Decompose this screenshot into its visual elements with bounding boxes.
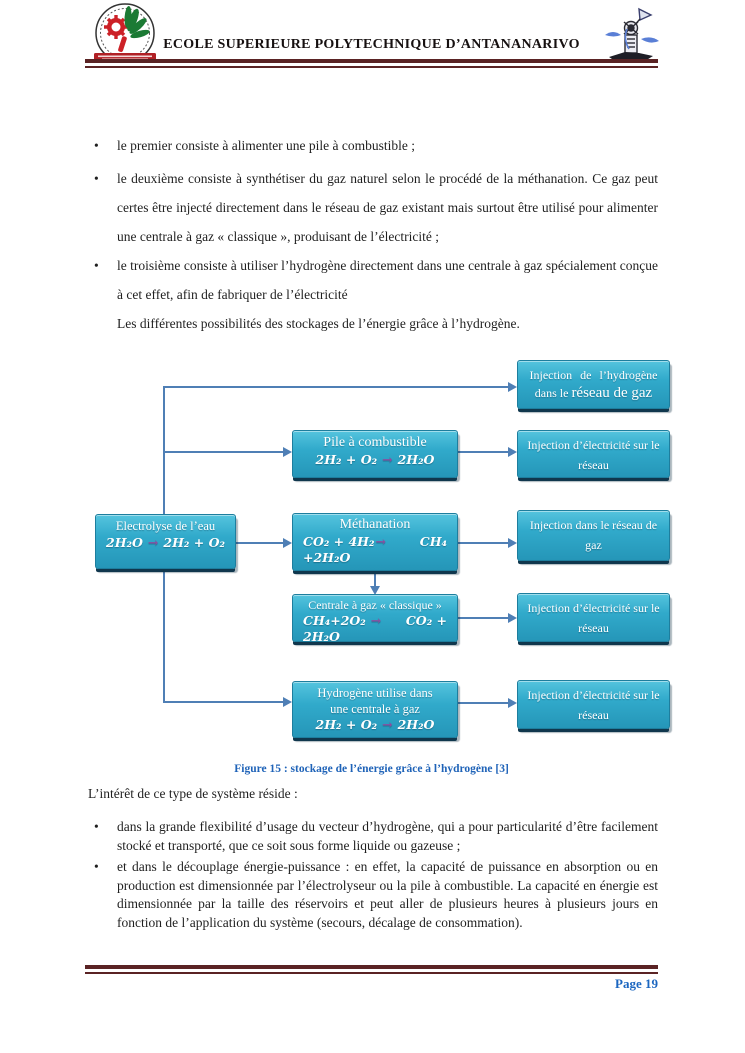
body-lead: L’intérêt de ce type de système réside : (88, 786, 298, 801)
reaction-arrow: → (375, 533, 386, 549)
box-text: Injection d’électricité sur le réseau (527, 438, 660, 472)
injection-electricity-box (517, 680, 670, 729)
intro-lead: Les différentes possibilités des stockages de l’énergie grâce à l’hydrogène. (117, 316, 520, 331)
connector-line (236, 542, 284, 544)
connector-line (163, 701, 284, 703)
arrowhead-icon (508, 698, 517, 708)
electrolysis-box (95, 514, 236, 569)
arrowhead-icon (283, 447, 292, 457)
bullet-text: le troisième consiste à utiliser l’hydrogène directement dans une centrale à gaz spécialement conçue à cet effet, afin de fabriquer de l’électricité (117, 258, 658, 302)
box-text: Injection d’électricité sur le réseau (527, 688, 660, 722)
arrowhead-icon (508, 382, 517, 392)
box-title: Hydrogène utilise dans une centrale à gaz (317, 686, 433, 716)
footer-rule-thin (85, 972, 658, 974)
connector-line (458, 702, 509, 704)
box-text: Injection d’électricité sur le réseau (527, 601, 660, 635)
box-equation: 2H₂ + O₂ → 2H₂O (315, 717, 435, 733)
arrowhead-icon (283, 697, 292, 707)
arrowhead-icon (508, 613, 517, 623)
box-equation: 2H₂O (303, 629, 340, 642)
box-equation: +2H₂O (303, 549, 351, 565)
hydrogen-plant-box (292, 681, 458, 738)
connector-line (163, 386, 509, 388)
connector-line (458, 451, 509, 453)
box-title: Pile à combustible (323, 435, 427, 450)
box-text: Injection de l’hydrogène (529, 368, 658, 382)
reaction-arrow: → (370, 613, 382, 628)
box-equation: 2H₂O → 2H₂ + O₂ (106, 534, 225, 550)
fuel-cell-box (292, 430, 458, 478)
arrowhead-icon (508, 538, 517, 548)
connector-line (458, 617, 509, 619)
reaction-arrow: → (382, 451, 393, 467)
bullet-text: le deuxième consiste à synthétiser du gaz naturel selon le procédé de la méthanation. Ce gaz peut certes être injecté directement dans le réseau de gaz existant mais surtout être utilisé pour alimenter une centrale à gaz « classique », produisant de l’électricité ; (117, 171, 658, 244)
reaction-arrow: → (382, 717, 393, 733)
body-section (88, 784, 658, 935)
box-text: dans le réseau de gaz (534, 385, 653, 401)
connector-line (458, 542, 509, 544)
box-title: Electrolyse de l’eau (115, 519, 216, 533)
arrowhead-icon (283, 538, 292, 548)
connector-line (163, 569, 165, 703)
box-equation: 2H₂ + O₂ → 2H₂O (315, 451, 435, 467)
connector-line (374, 571, 376, 586)
box-title: Centrale à gaz « classique » (308, 598, 442, 612)
injection-electricity-box (517, 430, 670, 478)
page-number: Page 19 (615, 976, 658, 991)
connector-line (163, 451, 284, 453)
gas-plant-box (292, 594, 458, 642)
box-equation: CH₄+2O₂ → CO₂ + (303, 613, 447, 628)
arrowhead-icon (508, 447, 517, 457)
methanation-box (292, 513, 458, 571)
reaction-arrow: → (147, 534, 159, 550)
box-title: Méthanation (339, 517, 411, 532)
box-text: Injection dans le réseau de gaz (529, 518, 658, 552)
box-equation: CO₂ + 4H₂→ CH₄ (303, 533, 447, 549)
bullet-text: le premier consiste à alimenter une pile à combustible ; (117, 138, 416, 153)
figure-caption: Figure 15 : stockage de l’énergie grâce à l’hydrogène [3] (234, 762, 509, 775)
bullet-text: et dans le découplage énergie-puissance : en effet, la capacité de puissance en absorption ou en production est dimensionnée par l’électrolyseur ou la pile à combustible. La capacité en énergie est dimensionnée par la taille des réservoirs et peut aller de plusieurs heures à plusieurs jours en fonction de l’application du système (secours, décalage de consommation). (117, 859, 658, 930)
injection-electricity-box (517, 593, 670, 642)
injection-gas-network-box (517, 510, 670, 561)
bullet-text: dans la grande flexibilité d’usage du vecteur d’hydrogène, qui a pour particularité d’être facilement stocké et transporté, que ce soit sous forme liquide ou gazeuse ; (117, 819, 658, 853)
injection-hydrogen-gas-network-box (517, 360, 670, 409)
list-item (88, 858, 658, 932)
footer-rule-thick (85, 965, 658, 969)
list-item (88, 818, 658, 855)
school-name: ECOLE SUPERIEURE POLYTECHNIQUE D’ANTANANARIVO (163, 37, 580, 52)
